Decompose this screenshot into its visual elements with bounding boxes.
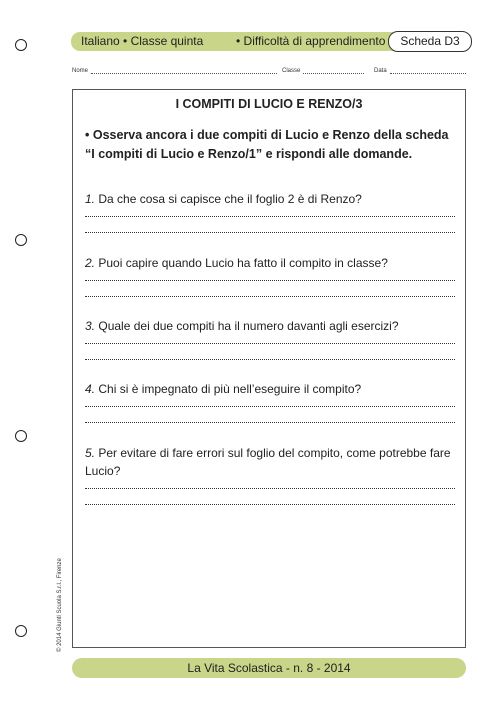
header-subject: Italiano • Classe quinta xyxy=(81,34,204,48)
footer-text: La Vita Scolastica - n. 8 - 2014 xyxy=(187,661,351,675)
binder-hole-top xyxy=(15,39,27,51)
question-5 xyxy=(85,444,460,480)
question-1 xyxy=(85,190,460,208)
question-number: 3. xyxy=(85,319,96,333)
answer-line[interactable] xyxy=(85,422,455,423)
scheda-badge: Scheda D3 xyxy=(388,31,472,52)
question-text: Puoi capire quando Lucio ha fatto il compito in classe? xyxy=(98,256,388,270)
student-info-row xyxy=(72,68,466,80)
answer-line[interactable] xyxy=(85,504,455,505)
question-3 xyxy=(85,317,460,335)
date-line xyxy=(390,68,466,74)
copyright-notice: © 2014 Giunti Scuola S.r.l., Firenze xyxy=(57,558,63,652)
question-2 xyxy=(85,254,460,272)
binder-hole-lower xyxy=(15,430,27,442)
date-field[interactable] xyxy=(374,68,466,74)
answer-line[interactable] xyxy=(85,488,455,489)
class-line xyxy=(303,68,364,74)
answer-line[interactable] xyxy=(85,406,455,407)
instructions: • Osserva ancora i due compiti di Lucio e Renzo della scheda “I compiti di Lucio e Renzo/1” e rispondi alle domande. xyxy=(85,128,449,161)
binder-hole-bottom xyxy=(15,625,27,637)
worksheet-frame xyxy=(72,89,466,648)
class-field[interactable] xyxy=(282,68,364,74)
answer-line[interactable] xyxy=(85,232,455,233)
question-text: Quale dei due compiti ha il numero davanti agli esercizi? xyxy=(98,319,399,333)
question-4 xyxy=(85,380,460,398)
name-line xyxy=(91,68,277,74)
answer-line[interactable] xyxy=(85,359,455,360)
question-number: 1. xyxy=(85,192,96,206)
question-text: Per evitare di fare errori sul foglio del compito, come potrebbe fare Lucio? xyxy=(85,446,451,478)
worksheet-title: I COMPITI DI LUCIO E RENZO/3 xyxy=(175,97,363,111)
binder-hole-upper xyxy=(15,234,27,246)
question-text: Da che cosa si capisce che il foglio 2 è di Renzo? xyxy=(98,192,362,206)
answer-line[interactable] xyxy=(85,296,455,297)
name-field[interactable] xyxy=(72,68,277,74)
answer-line[interactable] xyxy=(85,280,455,281)
answer-line[interactable] xyxy=(85,343,455,344)
question-number: 5. xyxy=(85,446,96,460)
class-label: Classe xyxy=(282,68,301,74)
answer-line[interactable] xyxy=(85,216,455,217)
header-difficulty: • Difficoltà di apprendimento xyxy=(236,34,386,48)
name-label: Nome xyxy=(72,68,89,74)
question-number: 2. xyxy=(85,256,96,270)
question-text: Chi si è impegnato di più nell’eseguire il compito? xyxy=(98,382,362,396)
question-number: 4. xyxy=(85,382,96,396)
date-label: Data xyxy=(374,68,387,74)
